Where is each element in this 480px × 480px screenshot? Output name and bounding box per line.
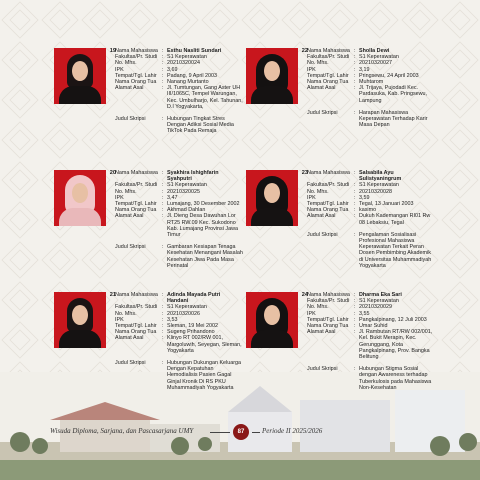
label-fakultas: Fakultas/Pr. Studi: [115, 54, 158, 61]
colon: :: [354, 316, 356, 323]
label-skripsi: Judul Skripsi: [307, 366, 338, 373]
value-nama: Esthu Nasliti Sundari: [167, 48, 222, 54]
label-nim: No. Mhs.: [115, 60, 137, 67]
colon: :: [162, 54, 164, 61]
label-ipk: IPK: [307, 310, 316, 317]
colon: :: [354, 109, 356, 116]
graduate-number: 23: [301, 170, 308, 176]
label-skripsi: Judul Skripsi: [115, 116, 146, 123]
colon: :: [162, 201, 164, 208]
value-nim: 20210320029: [359, 304, 392, 311]
page-number-badge: 87: [233, 424, 249, 440]
label-alamat: Alamat Asal: [115, 85, 144, 92]
detail-row-alamat: [307, 85, 435, 104]
label-fakultas: Fakultas/Pr. Studi: [307, 298, 350, 305]
colon: :: [162, 244, 164, 251]
graduate-details: [307, 170, 435, 269]
value-ipk: 3,55: [359, 310, 370, 317]
value-fakultas: S1 Keperawatan: [167, 304, 207, 311]
colon: :: [354, 72, 356, 79]
page-footer: [0, 424, 480, 440]
value-skripsi: Hubungan Tingkat Stres Dengan Adiksi Sosial Media TikTok Pada Remaja: [167, 116, 234, 135]
label-ortu: Nama Orang Tua: [115, 207, 157, 214]
value-ortu: Akhmad Dahlan: [167, 207, 206, 214]
colon: :: [354, 48, 356, 54]
label-ortu: Nama Orang Tua: [115, 79, 157, 86]
value-fakultas: S1 Keperawatan: [167, 54, 207, 61]
colon: :: [354, 231, 356, 238]
footer-event-title: Wisuda Diploma, Sarjana, dan Pascasarjana UMY: [50, 427, 194, 435]
value-nim: 20210320027: [359, 60, 392, 67]
label-alamat: Alamat Asal: [115, 335, 144, 342]
label-alamat: Alamat Asal: [307, 213, 336, 220]
graduate-photo: [246, 292, 298, 348]
value-nama: Adinda Mayada Putri Handani: [167, 292, 221, 305]
graduate-card: [198, 290, 438, 410]
label-fakultas: Fakultas/Pr. Studi: [115, 304, 158, 311]
graduate-photo: [54, 292, 106, 348]
value-ortu: Umar Suhid: [359, 323, 388, 330]
colon: :: [354, 310, 356, 317]
value-skripsi: Pengalaman Sosialisasi Profesional Mahasiswa Keperawatan Terkait Peran Dosen Pembimbing Akademik di Universitas Muhammadiyah Yogyakarta: [359, 231, 432, 269]
colon: :: [354, 207, 356, 214]
value-alamat: Jl. Tumtungan, Gang Aster UH III/1065C, Tempel Warungan, Kec. Umbulharjo, Kel. Tahunan, D.I Yogyakarta,: [167, 85, 243, 110]
value-skripsi: Hubungan Stigma Sosial dengan Awareness terhadap Tuberkulosis pada Mahasiswa Non-Kesehatan: [359, 366, 432, 391]
label-nim: No. Mhs.: [307, 188, 329, 195]
detail-row-skripsi: [307, 366, 435, 391]
colon: :: [162, 360, 164, 367]
colon: :: [354, 329, 356, 336]
value-skripsi: Harapan Mahasiswa Keperawatan Terhadap Karir Masa Depan: [359, 109, 428, 129]
colon: :: [162, 292, 164, 298]
colon: :: [162, 335, 164, 342]
colon: :: [354, 79, 356, 86]
label-alamat: Alamat Asal: [307, 329, 336, 336]
colon: :: [354, 298, 356, 305]
label-ttl: Tempat/Tgl. Lahir: [115, 323, 157, 330]
label-alamat: Alamat Asal: [307, 85, 336, 92]
label-nama: Nama Mahasiswa: [307, 292, 350, 298]
colon: :: [162, 194, 164, 201]
graduate-number: 22: [301, 48, 308, 54]
value-alamat: Klinyo RT 002/RW 001, Margoluwih, Seyegan, Sleman, Yogyakarta: [167, 335, 242, 354]
label-ipk: IPK: [115, 66, 124, 73]
label-nim: No. Mhs.: [115, 310, 137, 317]
label-nim: No. Mhs.: [115, 188, 137, 195]
graduate-details: [307, 48, 435, 128]
graduate-details: [307, 292, 435, 391]
colon: :: [162, 66, 164, 73]
detail-row-skripsi: [307, 110, 435, 129]
label-ipk: IPK: [115, 194, 124, 201]
label-ortu: Nama Orang Tua: [307, 79, 349, 86]
label-nim: No. Mhs.: [307, 60, 329, 67]
label-ortu: Nama Orang Tua: [307, 323, 349, 330]
footer-divider: [252, 432, 260, 433]
label-ipk: IPK: [307, 66, 316, 73]
colon: :: [162, 188, 164, 195]
label-skripsi: Judul Skripsi: [307, 109, 338, 116]
label-ttl: Tempat/Tgl. Lahir: [115, 201, 157, 208]
value-skripsi: Gambaran Kesiapan Tenaga Kesehatan Menangani Masalah Kesehatan Jiwa Pada Masa Perinatal: [167, 244, 243, 269]
colon: :: [162, 85, 164, 92]
label-skripsi: Judul Skripsi: [115, 244, 146, 251]
graduate-photo: [246, 170, 298, 226]
label-nama: Nama Mahasiswa: [115, 170, 158, 176]
colon: :: [162, 79, 164, 86]
colon: :: [354, 66, 356, 73]
colon: :: [354, 182, 356, 189]
label-alamat: Alamat Asal: [115, 213, 144, 220]
label-nim: No. Mhs.: [307, 304, 329, 311]
value-fakultas: S1 Keperawatan: [359, 182, 399, 189]
value-ipk: 3,59: [359, 194, 370, 201]
colon: :: [354, 366, 356, 373]
label-ttl: Tempat/Tgl. Lahir: [307, 316, 349, 323]
detail-row-skripsi: [307, 232, 435, 269]
value-ttl: Sleman, 19 Mei 2002: [167, 323, 218, 330]
value-nama: Syakhira Ishighfarin Syahputri: [167, 170, 219, 183]
value-alamat: Jl. Trijaya, Pujodadi Kec. Pardasuka, Kab. Pringsewu, Lampung: [359, 85, 428, 104]
label-fakultas: Fakultas/Pr. Studi: [115, 182, 158, 189]
detail-row-nama: [307, 170, 435, 182]
label-nama: Nama Mahasiswa: [307, 48, 350, 54]
colon: :: [354, 323, 356, 330]
label-ortu: Nama Orang Tua: [307, 207, 349, 214]
label-fakultas: Fakultas/Pr. Studi: [307, 182, 350, 189]
colon: :: [162, 207, 164, 214]
colon: :: [354, 292, 356, 298]
value-alamat: Jl. Dieng Desa Dawuhan Lor RT25 RW.09 Kec. Sukodono Kab. Lumajang Provinsi Jawa Timur: [167, 213, 239, 239]
label-nama: Nama Mahasiswa: [115, 48, 158, 54]
colon: :: [354, 170, 356, 176]
colon: :: [162, 60, 164, 67]
label-ttl: Tempat/Tgl. Lahir: [307, 201, 349, 208]
graduate-number: 21: [109, 292, 116, 298]
value-skripsi: Hubungan Dukungan Keluarga Dengan Kepatuhan Hemodialisis Pasien Gagal Ginjal Kronik Di RS PKU Muhammadiyah Yogyakarta: [167, 360, 242, 391]
footer-divider: [210, 432, 230, 433]
graduate-card: [198, 46, 438, 166]
graduate-number: 20: [109, 170, 116, 176]
colon: :: [354, 60, 356, 67]
colon: :: [354, 188, 356, 195]
value-ipk: 3,19: [359, 66, 370, 73]
value-nama: Dharma Eka Sari: [359, 292, 402, 298]
value-ortu: kasimo: [359, 207, 377, 214]
value-fakultas: S1 Keperawatan: [359, 54, 399, 61]
label-ttl: Tempat/Tgl. Lahir: [307, 72, 349, 79]
label-nama: Nama Mahasiswa: [307, 170, 350, 176]
colon: :: [354, 213, 356, 220]
colon: :: [354, 304, 356, 311]
colon: :: [354, 194, 356, 201]
graduate-number: 19: [109, 48, 116, 54]
value-alamat: Dukuh Kademangan RI01 Rw 08 Lebaksiu, Tegal: [359, 213, 431, 226]
label-skripsi: Judul Skripsi: [115, 360, 146, 367]
value-ortu: Muhtarom: [359, 79, 384, 86]
colon: :: [162, 304, 164, 311]
colon: :: [162, 182, 164, 189]
value-nim: 20210320026: [167, 310, 200, 317]
colon: :: [162, 316, 164, 323]
value-nama: Sholla Dewi: [359, 48, 390, 54]
graduate-photo: [246, 48, 298, 104]
label-nama: Nama Mahasiswa: [115, 292, 158, 298]
value-nim: 20210320025: [167, 188, 200, 195]
footer-period: Periode II 2025/2026: [262, 427, 323, 435]
value-ttl: Pangkalpinang, 12 Juli 2003: [359, 316, 427, 323]
value-fakultas: S1 Keperawatan: [359, 298, 399, 305]
colon: :: [354, 201, 356, 208]
label-ttl: Tempat/Tgl. Lahir: [115, 72, 157, 79]
value-nama: Salsabila Ayu Sulistyaningrum: [359, 170, 402, 183]
colon: :: [162, 329, 164, 336]
colon: :: [162, 116, 164, 123]
graduate-photo: [54, 170, 106, 226]
label-fakultas: Fakultas/Pr. Studi: [307, 54, 350, 61]
value-alamat: Jl. Rambutan RT/RW 002/001, Kel. Bukit Merapin, Kec. Gerunggang, Kota Pangkalpinang, Prov. Bangka Belitung: [359, 329, 433, 361]
colon: :: [354, 85, 356, 92]
detail-row-alamat: [307, 329, 435, 360]
colon: :: [162, 72, 164, 79]
value-nim: 20210320024: [167, 60, 200, 67]
value-ipk: 3,69: [167, 66, 178, 73]
value-ipk: 3,47: [167, 194, 178, 201]
value-ipk: 3,53: [167, 316, 178, 323]
value-ortu: Sugeng Prihandono: [167, 329, 215, 336]
label-ipk: IPK: [307, 194, 316, 201]
colon: :: [162, 323, 164, 330]
colon: :: [354, 54, 356, 61]
graduate-number: 24: [301, 292, 308, 298]
colon: :: [162, 48, 164, 54]
value-nim: 20210320028: [359, 188, 392, 195]
label-skripsi: Judul Skripsi: [307, 231, 338, 238]
value-ttl: Lumajang, 30 Desember 2002: [167, 201, 240, 208]
value-ttl: Pringsewu, 24 April 2003: [359, 72, 419, 79]
value-ttl: Padang, 9 April 2003: [167, 72, 218, 79]
graduate-photo: [54, 48, 106, 104]
colon: :: [162, 170, 164, 176]
value-ttl: Tegal, 13 Januari 2003: [359, 201, 414, 208]
label-ipk: IPK: [115, 316, 124, 323]
graduate-card: [198, 168, 438, 288]
colon: :: [162, 213, 164, 220]
detail-row-alamat: [307, 213, 435, 225]
label-ortu: Nama Orang Tua: [115, 329, 157, 336]
colon: :: [162, 310, 164, 317]
value-fakultas: S1 Keperawatan: [167, 182, 207, 189]
value-ortu: Nanang Murtanto: [167, 79, 209, 86]
